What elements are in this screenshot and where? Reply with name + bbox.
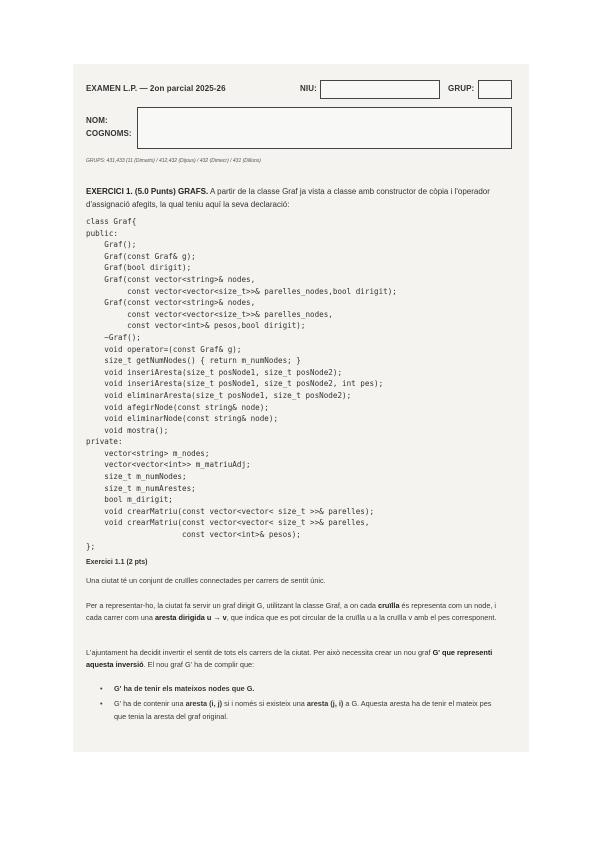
code-line: void mostra(); bbox=[86, 425, 169, 435]
p3-bold-b: G' que representi aquesta inversió bbox=[86, 648, 493, 670]
code-line: const vector<vector<size_t>>& parelles_nodes, bbox=[86, 309, 333, 319]
p3-text-c: . El nou graf G' ha de complir que: bbox=[143, 660, 255, 670]
b1-bold-b: nodes bbox=[208, 684, 230, 693]
code-line: }; bbox=[86, 541, 96, 551]
code-line: void crearMatriu(const vector<vector< size_t >>& parelles); bbox=[86, 506, 375, 516]
code-line: const vector<int>& pesos); bbox=[86, 530, 301, 540]
code-line: const vector<vector<size_t>>& parelles_nodes,bool dirigit); bbox=[86, 286, 397, 296]
b2-text-a: G' ha de contenir una bbox=[114, 699, 186, 709]
code-line: vector<vector<int>> m_matriuAdj; bbox=[86, 460, 251, 470]
nom-label: NOM: bbox=[86, 116, 108, 125]
requirements-list bbox=[86, 683, 504, 726]
code-line: Graf(const vector<string>& nodes, bbox=[86, 274, 256, 284]
code-line: void eliminarAresta(size_t posNode1, size_t posNode2); bbox=[86, 390, 352, 400]
b2-bold-b: aresta (i, j) bbox=[185, 699, 223, 709]
p2-bold-b: cruïlla bbox=[378, 601, 400, 610]
code-line: void inseriAresta(size_t posNode1, size_t posNode2, int pes); bbox=[86, 379, 384, 389]
grup-label: GRUP: bbox=[448, 84, 475, 93]
code-line: const vector<int>& pesos,bool dirigit); bbox=[86, 321, 306, 331]
name-field[interactable] bbox=[137, 107, 512, 149]
code-line: void crearMatriu(const vector<vector< size_t >>& parelles, bbox=[86, 518, 370, 528]
code-line: class Graf{ bbox=[86, 217, 137, 226]
code-line: Graf(); bbox=[86, 240, 137, 250]
code-line: void eliminarNode(const string& node); bbox=[86, 414, 279, 424]
paragraph-3 bbox=[86, 647, 504, 672]
code-line: vector<string> m_nodes; bbox=[86, 448, 210, 458]
exercise-intro: A partir de la classe Graf ja vista a classe amb constructor de còpia i l'operador d'assignació afegits, la qual teniu aquí la seva declaració: bbox=[86, 187, 490, 209]
p2-text-c: és representa com un node, i cada carrer com una bbox=[86, 601, 497, 623]
code-line: Graf(bool dirigit); bbox=[86, 263, 192, 273]
bullet-icon: • bbox=[100, 699, 103, 709]
exam-title: EXAMEN L.P. — 2on parcial 2025-26 bbox=[86, 84, 226, 93]
p2-text-a: Per a representar-ho, la ciutat fa servir un graf dirigit G, utilitzant la classe Graf, a on cada bbox=[86, 601, 379, 610]
p3-text-a: L'ajuntament ha decidit invertir el sentit de tots els carrers de la ciutat. Per això necessita crear un nou graf bbox=[86, 648, 433, 657]
code-line: void afegirNode(const string& node); bbox=[86, 402, 269, 412]
b1-bold-a: G' ha de tenir els mateixos bbox=[114, 684, 209, 693]
niu-field[interactable] bbox=[320, 80, 440, 99]
paragraph-1: Una ciutat té un conjunt de cruïlles connectades per carrers de sentit únic. bbox=[86, 576, 326, 585]
code-line: size_t getNumNodes() { return m_numNodes; } bbox=[86, 356, 301, 366]
code-line: size_t m_numArestes; bbox=[86, 483, 196, 493]
b2-bold-d: aresta (j, i) bbox=[306, 699, 344, 709]
b1-bold-c: que G. bbox=[229, 684, 255, 693]
subexercise-title: Exercici 1.1 (2 pts) bbox=[86, 559, 148, 566]
code-line: ~Graf(); bbox=[86, 332, 141, 342]
code-line: private: bbox=[86, 437, 123, 447]
grup-field[interactable] bbox=[478, 80, 512, 99]
code-line: public: bbox=[86, 228, 119, 238]
list-item bbox=[86, 698, 504, 723]
code-line: bool m_dirigit; bbox=[86, 495, 173, 505]
code-line: size_t m_numNodes; bbox=[86, 472, 187, 482]
p2-bold-d: aresta dirigida u → v bbox=[154, 613, 227, 623]
list-item bbox=[86, 683, 504, 695]
code-line: Graf(const Graf& g); bbox=[86, 251, 196, 261]
b2-text-e: a G. Aquesta aresta ha de tenir el mateix pes que tenia la aresta del graf original. bbox=[114, 699, 492, 721]
code-line: void operator=(const Graf& g); bbox=[86, 344, 242, 354]
groups-line: GRUPS: 431,433 (11 (Dimarts) / 412,432 (Dijous) / 432 (Dimecr) / 431 (Dilluns) bbox=[86, 158, 261, 164]
exercise-heading bbox=[86, 185, 506, 211]
code-block bbox=[86, 216, 397, 552]
code-line: Graf(const vector<string>& nodes, bbox=[86, 298, 256, 308]
cognoms-label: COGNOMS: bbox=[86, 129, 132, 138]
exercise-title: EXERCICI 1. (5.0 Punts) GRAFS. bbox=[86, 187, 209, 196]
niu-label: NIU: bbox=[300, 84, 317, 93]
bullet-icon: • bbox=[100, 684, 103, 693]
code-line: void inseriAresta(size_t posNode1, size_t posNode2); bbox=[86, 367, 343, 377]
p2-text-e: , que indica que es pot circular de la cruïlla u a la cruïlla v amb el pes corresponent. bbox=[226, 613, 497, 623]
b2-text-c: si i només si existeix una bbox=[222, 699, 307, 709]
paragraph-2 bbox=[86, 600, 504, 625]
